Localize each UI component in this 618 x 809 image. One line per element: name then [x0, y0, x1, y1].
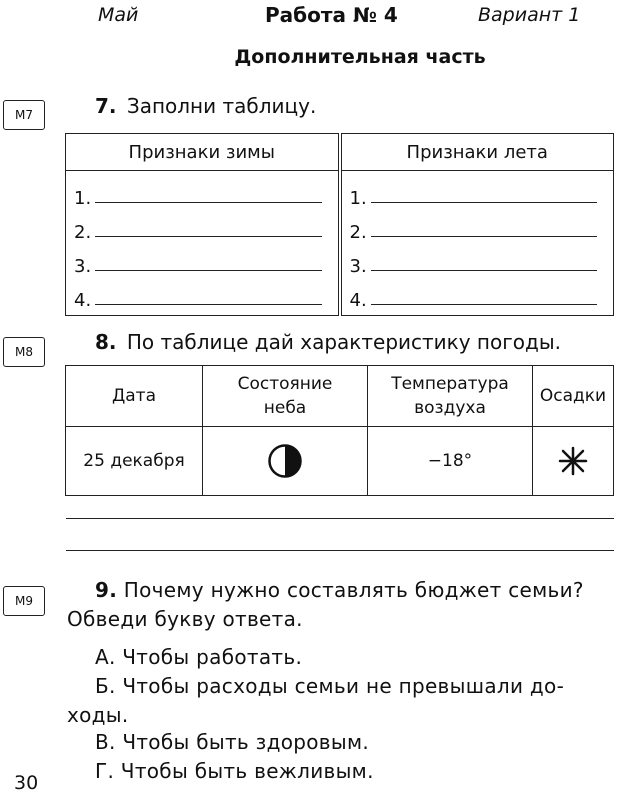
task8-heading [95, 330, 561, 354]
row-number: 4. [74, 290, 92, 311]
answer-line[interactable] [371, 236, 597, 237]
task7-text: Заполни таблицу. [126, 94, 317, 118]
task8-text: По таблице дай характеристику погоды. [126, 330, 561, 354]
task9-question-line1 [95, 575, 584, 605]
task7-winter-row-3 [74, 243, 330, 277]
half-cloudy-icon [267, 443, 303, 479]
task7-summer-row-4 [350, 277, 606, 311]
task8-code-box: M8 [3, 337, 45, 367]
row-number: 1. [349, 188, 367, 209]
header-month: Май [98, 4, 139, 26]
task8-col-temperature: Температура воздуха [368, 366, 533, 427]
answer-line[interactable] [95, 270, 321, 271]
task9-question-line2: Обведи букву ответа. [67, 607, 303, 631]
task8-answer-line-1[interactable] [66, 518, 614, 519]
task9-question-text: Почему нужно составлять бюджет семьи? [123, 578, 584, 602]
task8-col-precipitation: Осадки [533, 366, 614, 427]
row-number: 3. [349, 256, 367, 277]
task8-answer-line-2[interactable] [66, 550, 614, 551]
snow-icon [558, 446, 588, 476]
task7-col-summer: Признаки лета [340, 134, 614, 171]
row-number: 2. [74, 222, 92, 243]
task8-precip-cell [533, 427, 614, 496]
task7-summer-row-1 [350, 175, 606, 209]
row-number: 3. [74, 256, 92, 277]
task8-sky-cell [203, 427, 368, 496]
task7-table [65, 133, 614, 316]
task9-number: 9. [95, 578, 118, 602]
answer-line[interactable] [371, 304, 597, 305]
header-work-number: Работа № 4 [265, 3, 398, 27]
answer-line[interactable] [95, 304, 321, 305]
row-number: 2. [349, 222, 367, 243]
row-number: 4. [349, 290, 367, 311]
task8-date-cell: 25 декабря [66, 427, 203, 496]
task7-winter-row-1 [74, 175, 330, 209]
task7-code-box: M7 [3, 100, 45, 130]
page-number: 30 [14, 772, 39, 794]
task8-temperature-cell: −18° [368, 427, 533, 496]
task9-option-v[interactable]: В. Чтобы быть здоровым. [95, 730, 369, 754]
task7-winter-row-2 [74, 209, 330, 243]
task8-table [65, 365, 614, 496]
task7-summer-row-2 [350, 209, 606, 243]
task7-col-winter: Признаки зимы [66, 134, 340, 171]
task9-option-b-continued: ходы. [67, 703, 129, 727]
task9-option-a[interactable]: А. Чтобы работать. [95, 645, 303, 669]
answer-line[interactable] [371, 202, 597, 203]
answer-line[interactable] [95, 236, 321, 237]
section-title: Дополнительная часть [234, 46, 486, 68]
task7-number: 7. [95, 94, 117, 118]
task7-summer-row-3 [350, 243, 606, 277]
task7-heading [95, 94, 316, 118]
answer-line[interactable] [371, 270, 597, 271]
task7-summer-cell [340, 171, 614, 316]
task8-col-date: Дата [66, 366, 203, 427]
task9-code-box: M9 [3, 586, 45, 616]
task9-option-b[interactable]: Б. Чтобы расходы семьи не превышали до- [95, 674, 565, 698]
task9-option-g[interactable]: Г. Чтобы быть вежливым. [95, 759, 374, 783]
answer-line[interactable] [95, 202, 321, 203]
row-number: 1. [74, 188, 92, 209]
task8-col-sky: Состояние неба [203, 366, 368, 427]
task7-winter-cell [66, 171, 340, 316]
task7-winter-row-4 [74, 277, 330, 311]
task8-number: 8. [95, 330, 117, 354]
header-variant: Вариант 1 [478, 4, 581, 26]
